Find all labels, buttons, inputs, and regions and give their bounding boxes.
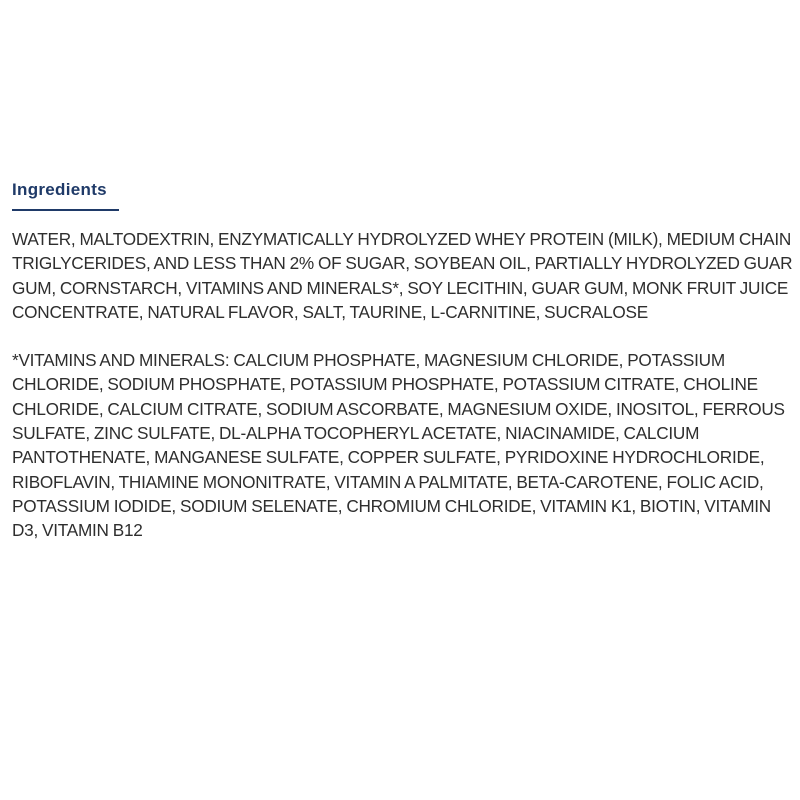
ingredients-list: WATER, MALTODEXTRIN, ENZYMATICALLY HYDROLYZED WHEY PROTEIN (MILK), MEDIUM CHAIN TRIGLYCERIDES, AND LESS THAN 2% OF SUGAR, SOYBEAN OIL, PARTIALLY HYDROLYZED GUAR GUM, CORNSTARCH, VITAMINS AND MINERALS*, SOY LECITHIN, GUAR GUM, MONK FRUIT JUICE CONCENTRATE, NATURAL FLAVOR, SALT, TAURINE, L-CARNITINE, SUCRALOSE [12, 229, 793, 322]
heading-underline [12, 209, 119, 211]
vitamins-minerals-list: *VITAMINS AND MINERALS: CALCIUM PHOSPHATE, MAGNESIUM CHLORIDE, POTASSIUM CHLORIDE, SODIUM PHOSPHATE, POTASSIUM PHOSPHATE, POTASSIUM CITRATE, CHOLINE CHLORIDE, CALCIUM CITRATE, SODIUM ASCORBATE, MAGNESIUM OXIDE, INOSITOL, FERROUS SULFATE, ZINC SULFATE, DL-ALPHA TOCOPHERYL ACETATE, NIACINAMIDE, CALCIUM PANTOTHENATE, MANGANESE SULFATE, COPPER SULFATE, PYRIDOXINE HYDROCHLORIDE, RIBOFLAVIN, THIAMINE MONONITRATE, VITAMIN A PALMITATE, BETA-CAROTENE, FOLIC ACID, POTASSIUM IODIDE, SODIUM SELENATE, CHROMIUM CHLORIDE, VITAMIN K1, BIOTIN, VITAMIN D3, VITAMIN B12 [12, 350, 785, 541]
ingredients-section [12, 180, 797, 543]
ingredients-heading: Ingredients [12, 180, 107, 199]
